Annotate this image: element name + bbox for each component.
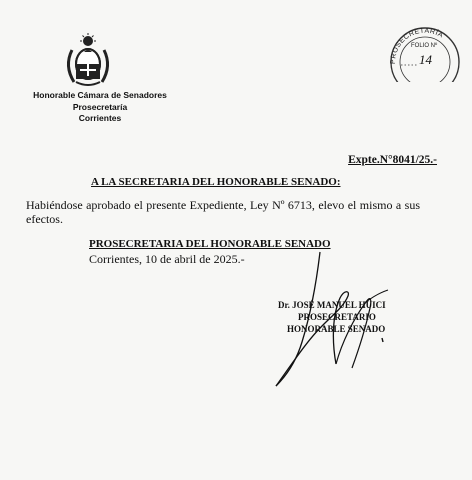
stamp-arc-text: PROSECRETARÍA [389,27,445,65]
folio-stamp [381,18,461,82]
place-and-date: Corrientes, 10 de abril de 2025.- [89,252,245,266]
institution-office: Prosecretaría [72,101,128,112]
stamp-folio-label: FOLIO Nº [411,43,438,49]
institution-city: Corrientes [78,113,122,123]
body-paragraph: Habiéndose aprobado el presente Expediente, Ley Nº 6713, elevo el mismo a sus efectos. [26,198,420,226]
institution-name: Honorable Cámara de Senadores [33,90,167,100]
stamp-folio-number: 14 [419,52,432,67]
addressee: A LA SECRETARIA DEL HONORABLE SENADO: [91,176,341,188]
file-number: Expte.N°8041/25.- [348,154,437,166]
signer-body: HONORABLE SENADO [287,324,386,334]
signer-title: PROSECRETARIO [298,312,376,322]
signature-block [278,299,386,335]
coat-of-arms-icon [62,32,114,90]
institution-header [20,90,180,125]
signer-name: Dr. JOSÉ MANUEL HUICI [278,300,386,310]
issuing-office: PROSECRETARIA DEL HONORABLE SENADO [89,238,331,250]
